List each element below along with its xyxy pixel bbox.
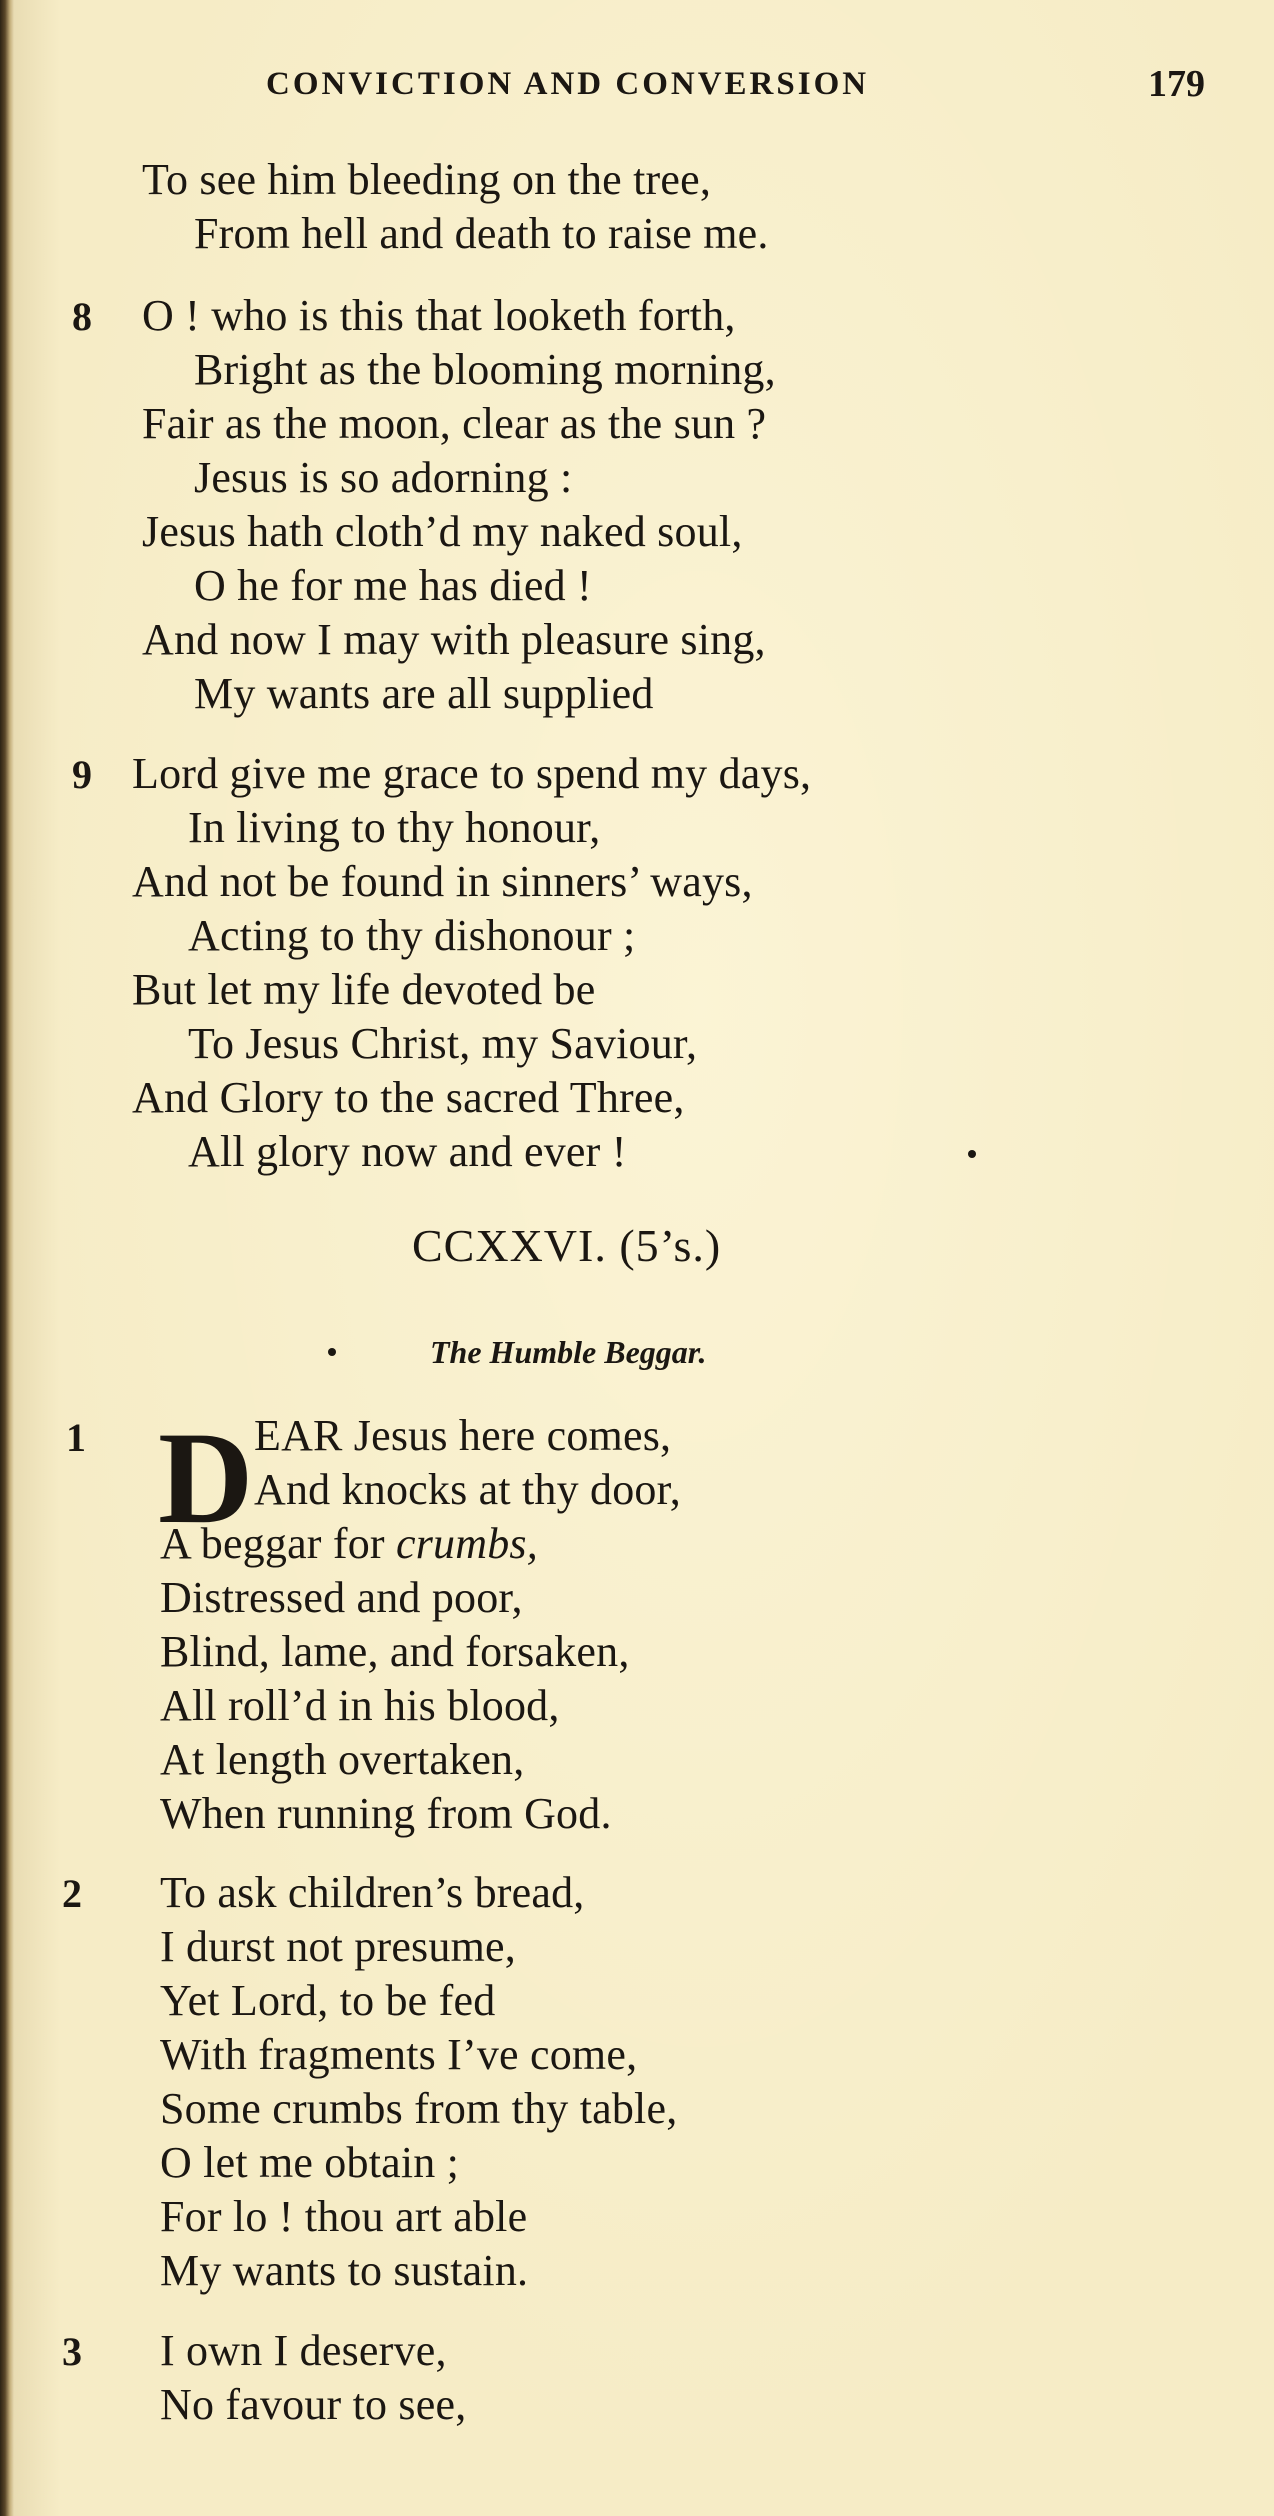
verse-line: Yet Lord, to be fed [160,1976,496,2025]
verse-line-text: A beggar for [160,1519,396,1568]
verse-line: Acting to thy dishonour ; [188,911,636,960]
verse-line: Jesus is so adorning : [194,453,573,502]
verse-line: For lo ! thou art able [160,2192,528,2241]
verse-line: And Glory to the sacred Three, [132,1073,685,1122]
verse-line: Lord give me grace to spend my days, [132,749,812,798]
verse-line: When running from God. [160,1789,612,1838]
verse-line: And not be found in sinners’ ways, [132,857,753,906]
verse-line [160,1519,538,1568]
verse-line: My wants are all supplied [194,669,654,718]
verse-line: I durst not presume, [160,1922,516,1971]
verse-line: At length overtaken, [160,1735,525,1784]
verse-line: Blind, lame, and forsaken, [160,1627,630,1676]
verse-line: And knocks at thy door, [254,1465,681,1514]
verse-number: 2 [62,1871,82,1916]
book-spine-shadow [0,0,14,2516]
verse-line: O let me obtain ; [160,2138,460,2187]
verse-line: With fragments I’ve come, [160,2030,638,2079]
verse-line: Fair as the moon, clear as the sun ? [142,399,767,448]
italic-word: crumbs, [395,1519,538,1568]
verse-line: Distressed and poor, [160,1573,523,1622]
verse-line: And now I may with pleasure sing, [142,615,766,664]
verse-line: All glory now and ever ! [188,1127,627,1176]
hymn-title: The Humble Beggar. [430,1334,707,1370]
ornament-dot [328,1348,336,1356]
verse-line: To Jesus Christ, my Saviour, [188,1019,698,1068]
verse-line: But let my life devoted be [132,965,596,1014]
verse-line: EAR Jesus here comes, [254,1411,672,1460]
verse-line: Bright as the blooming morning, [194,345,776,394]
running-head: CONVICTION AND CONVERSION [266,66,870,102]
hymn-number: CCXXVI. (5’s.) [412,1220,722,1271]
verse-line: Some crumbs from thy table, [160,2084,678,2133]
verse-line: No favour to see, [160,2380,467,2429]
verse-number: 3 [62,2329,82,2374]
drop-cap: D [158,1404,254,1551]
verse-number: 8 [72,294,92,339]
verse-line: From hell and death to raise me. [194,209,769,258]
verse-line: O ! who is this that looketh forth, [142,291,736,340]
verse-line: O he for me has died ! [194,561,592,610]
verse-line: I own I deserve, [160,2326,447,2375]
page-number: 179 [1148,63,1205,105]
verse-line: All roll’d in his blood, [160,1681,560,1730]
verse-line: My wants to sustain. [160,2246,529,2295]
ornament-dot [968,1150,976,1158]
verse-line: To see him bleeding on the tree, [142,155,712,204]
verse-line: To ask children’s bread, [160,1868,585,1917]
verse-number: 9 [72,752,92,797]
verse-line: Jesus hath cloth’d my naked soul, [142,507,743,556]
verse-line: In living to thy honour, [188,803,601,852]
verse-number: 1 [66,1415,86,1460]
